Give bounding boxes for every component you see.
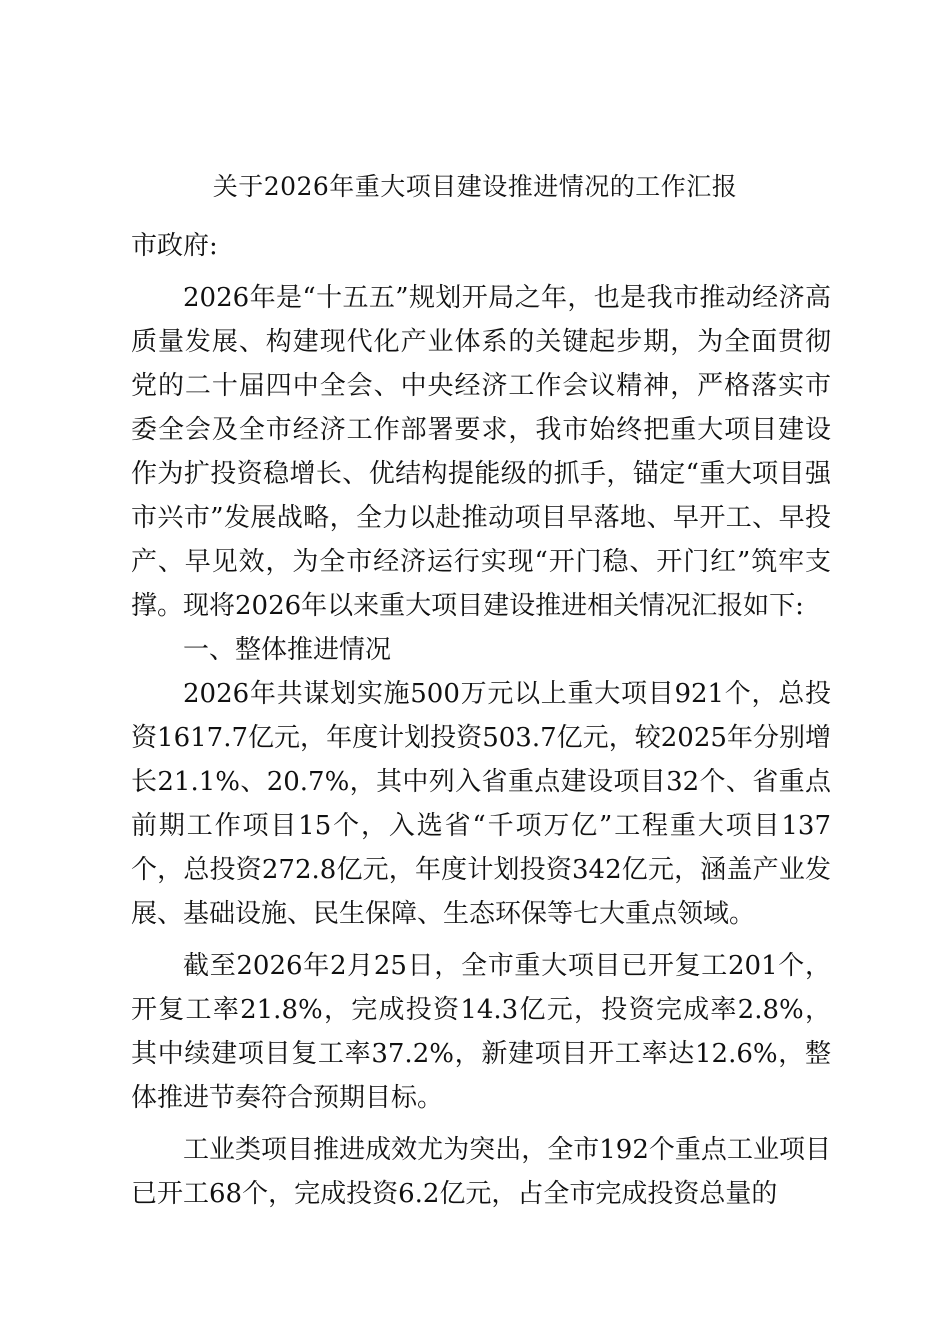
section-heading-overall-progress: 一、整体推进情况 (183, 635, 392, 665)
paragraph-project-plan: 2026年共谋划实施500万元以上重大项目921个，总投资1617.7亿元，年度计划投资503.7亿元，较2025年分别增长21.1%、20.7%，其中列入省重点建设项目32个、省重点前期工作项目15个，入选省“千项万亿”工程重大项目137个，总投资272.8亿元，年度计划投资342亿元，涵盖产业发展、基础设施、民生保障、生态环保等七大重点领域。 (131, 679, 831, 929)
paragraph-construction-status: 截至2026年2月25日，全市重大项目已开复工201个，开复工率21.8%，完成投资14.3亿元，投资完成率2.8%，其中续建项目复工率37.2%，新建项目开工率达12.6%，整体推进节奏符合预期目标。 (131, 951, 831, 1113)
document-title: 关于2026年重大项目建设推进情况的工作汇报 (212, 172, 738, 201)
paragraph-introduction: 2026年是“十五五”规划开局之年，也是我市推动经济高质量发展、构建现代化产业体系的关键起步期，为全面贯彻党的二十届四中全会、中央经济工作会议精神，严格落实市委全会及全市经济工作部署要求，我市始终把重大项目建设作为扩投资稳增长、优结构提能级的抓手，锚定“重大项目强市兴市”发展战略，全力以赴推动项目早落地、早开工、早投产、早见效，为全市经济运行实现“开门稳、开门红”筑牢支撑。现将2026年以来重大项目建设推进相关情况汇报如下: (131, 283, 831, 621)
salutation: 市政府: (131, 231, 218, 261)
document-body (131, 276, 831, 1216)
paragraph-industrial-projects: 工业类项目推进成效尤为突出，全市192个重点工业项目已开工68个，完成投资6.2亿元，占全市完成投资总量的 (131, 1135, 831, 1209)
